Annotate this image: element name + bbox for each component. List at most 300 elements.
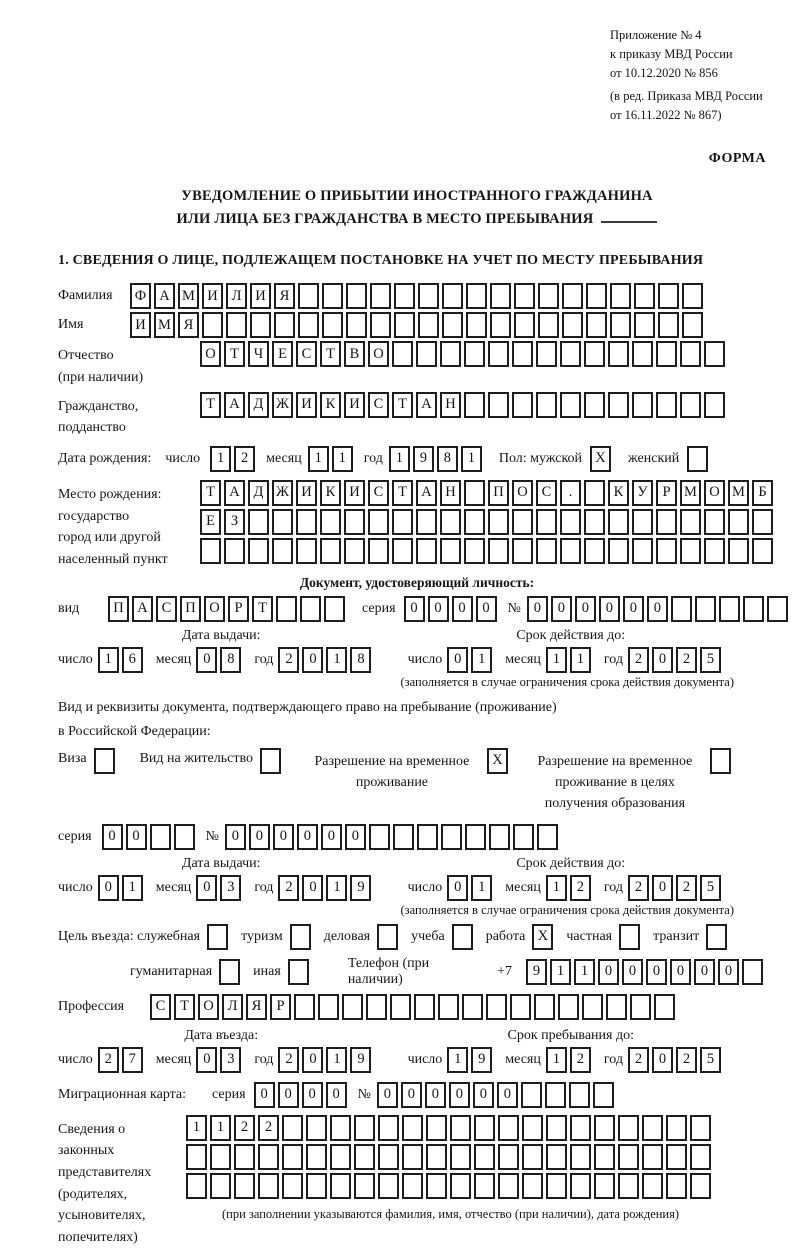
char-box[interactable]: 0 (302, 647, 323, 673)
char-box[interactable] (632, 341, 653, 367)
char-box[interactable]: Я (246, 994, 267, 1020)
char-box[interactable]: 8 (220, 647, 241, 673)
identity-issue-day-cells[interactable] (98, 647, 146, 673)
char-box[interactable]: 1 (546, 647, 567, 673)
char-box[interactable] (370, 283, 391, 309)
char-box[interactable] (392, 538, 413, 564)
char-box[interactable] (417, 824, 438, 850)
char-box[interactable] (186, 1144, 207, 1170)
char-box[interactable] (634, 283, 655, 309)
char-box[interactable] (318, 994, 339, 1020)
char-box[interactable] (378, 1115, 399, 1141)
char-box[interactable]: 0 (425, 1082, 446, 1108)
char-box[interactable] (390, 994, 411, 1020)
char-box[interactable] (618, 1173, 639, 1199)
residence-issue-day-cells[interactable] (98, 875, 146, 901)
char-box[interactable]: 0 (302, 875, 323, 901)
char-box[interactable]: 2 (676, 875, 697, 901)
char-box[interactable]: У (632, 480, 653, 506)
char-box[interactable] (619, 924, 640, 950)
char-box[interactable] (570, 1115, 591, 1141)
char-box[interactable]: 0 (404, 596, 425, 622)
char-box[interactable] (354, 1173, 375, 1199)
char-box[interactable] (570, 1173, 591, 1199)
char-box[interactable] (743, 596, 764, 622)
char-box[interactable]: А (154, 283, 175, 309)
char-box[interactable]: 0 (196, 1047, 217, 1073)
birthplace-row2-cells[interactable] (200, 509, 776, 535)
char-box[interactable]: О (368, 341, 389, 367)
char-box[interactable] (416, 341, 437, 367)
char-box[interactable] (562, 283, 583, 309)
char-box[interactable] (298, 283, 319, 309)
firstname-cells[interactable] (130, 312, 706, 338)
birthdate-month-cells[interactable] (308, 446, 356, 472)
char-box[interactable] (354, 1144, 375, 1170)
char-box[interactable]: 1 (461, 446, 482, 472)
char-box[interactable]: Б (752, 480, 773, 506)
representatives-row3-cells[interactable] (186, 1173, 714, 1199)
char-box[interactable]: Ж (272, 392, 293, 418)
char-box[interactable] (344, 509, 365, 535)
char-box[interactable] (593, 1082, 614, 1108)
char-box[interactable] (462, 994, 483, 1020)
char-box[interactable]: 9 (526, 959, 547, 985)
char-box[interactable]: С (296, 341, 317, 367)
char-box[interactable]: 0 (249, 824, 270, 850)
char-box[interactable] (562, 312, 583, 338)
purpose-official-checkbox[interactable] (207, 924, 231, 950)
char-box[interactable] (690, 1115, 711, 1141)
char-box[interactable] (680, 538, 701, 564)
char-box[interactable] (320, 538, 341, 564)
char-box[interactable] (322, 312, 343, 338)
char-box[interactable] (728, 538, 749, 564)
char-box[interactable]: Т (252, 596, 273, 622)
char-box[interactable] (632, 509, 653, 535)
char-box[interactable]: 1 (570, 647, 591, 673)
birthplace-row3-cells[interactable] (200, 538, 776, 564)
char-box[interactable]: Ф (130, 283, 151, 309)
char-box[interactable] (378, 1144, 399, 1170)
residence-number-cells[interactable] (225, 824, 561, 850)
char-box[interactable] (680, 341, 701, 367)
char-box[interactable]: А (224, 480, 245, 506)
char-box[interactable]: О (512, 480, 533, 506)
char-box[interactable] (416, 509, 437, 535)
char-box[interactable] (490, 312, 511, 338)
char-box[interactable]: П (108, 596, 129, 622)
char-box[interactable] (402, 1173, 423, 1199)
char-box[interactable]: Л (226, 283, 247, 309)
entry-month-cells[interactable] (196, 1047, 244, 1073)
purpose-transit-checkbox[interactable] (706, 924, 730, 950)
char-box[interactable] (464, 392, 485, 418)
char-box[interactable] (594, 1115, 615, 1141)
char-box[interactable] (618, 1115, 639, 1141)
char-box[interactable] (440, 538, 461, 564)
char-box[interactable]: А (416, 392, 437, 418)
char-box[interactable] (488, 509, 509, 535)
char-box[interactable] (248, 538, 269, 564)
char-box[interactable] (488, 538, 509, 564)
char-box[interactable]: 2 (98, 1047, 119, 1073)
char-box[interactable]: 0 (102, 824, 123, 850)
char-box[interactable]: X (590, 446, 611, 472)
char-box[interactable]: М (178, 283, 199, 309)
char-box[interactable]: 0 (476, 596, 497, 622)
char-box[interactable] (426, 1115, 447, 1141)
sex-male-checkbox[interactable] (590, 446, 614, 472)
char-box[interactable] (630, 994, 651, 1020)
char-box[interactable] (438, 994, 459, 1020)
char-box[interactable] (440, 341, 461, 367)
char-box[interactable]: И (344, 392, 365, 418)
char-box[interactable]: X (487, 748, 508, 774)
char-box[interactable] (742, 959, 763, 985)
char-box[interactable]: Н (440, 480, 461, 506)
char-box[interactable] (680, 392, 701, 418)
char-box[interactable] (632, 538, 653, 564)
char-box[interactable] (200, 538, 221, 564)
char-box[interactable] (558, 994, 579, 1020)
char-box[interactable]: 5 (700, 875, 721, 901)
char-box[interactable] (682, 312, 703, 338)
entry-year-cells[interactable] (278, 1047, 374, 1073)
char-box[interactable]: 0 (497, 1082, 518, 1108)
char-box[interactable]: Ч (248, 341, 269, 367)
stay-day-cells[interactable] (447, 1047, 495, 1073)
char-box[interactable] (584, 480, 605, 506)
char-box[interactable] (538, 283, 559, 309)
char-box[interactable]: К (320, 480, 341, 506)
char-box[interactable] (594, 1144, 615, 1170)
purpose-private-checkbox[interactable] (619, 924, 643, 950)
char-box[interactable]: 1 (308, 446, 329, 472)
char-box[interactable]: 0 (273, 824, 294, 850)
char-box[interactable] (426, 1173, 447, 1199)
char-box[interactable] (538, 312, 559, 338)
char-box[interactable] (654, 994, 675, 1020)
temp-residence-edu-option[interactable] (527, 751, 734, 814)
char-box[interactable] (671, 596, 692, 622)
char-box[interactable]: 8 (437, 446, 458, 472)
migration-number-cells[interactable] (377, 1082, 617, 1108)
char-box[interactable]: Д (248, 480, 269, 506)
doc-type-cells[interactable] (108, 596, 348, 622)
char-box[interactable] (488, 341, 509, 367)
char-box[interactable]: 0 (473, 1082, 494, 1108)
residence-permit-option[interactable] (140, 751, 284, 774)
char-box[interactable]: 0 (551, 596, 572, 622)
char-box[interactable] (234, 1173, 255, 1199)
char-box[interactable]: М (728, 480, 749, 506)
char-box[interactable]: Ж (272, 480, 293, 506)
char-box[interactable]: 1 (471, 647, 492, 673)
char-box[interactable] (682, 283, 703, 309)
char-box[interactable]: 2 (278, 647, 299, 673)
char-box[interactable]: 1 (471, 875, 492, 901)
temp-residence-option[interactable] (304, 751, 511, 793)
char-box[interactable]: 0 (326, 1082, 347, 1108)
char-box[interactable] (369, 824, 390, 850)
char-box[interactable] (690, 1173, 711, 1199)
char-box[interactable] (513, 824, 534, 850)
char-box[interactable]: 0 (647, 596, 668, 622)
char-box[interactable] (687, 446, 708, 472)
char-box[interactable] (690, 1144, 711, 1170)
char-box[interactable] (752, 509, 773, 535)
char-box[interactable]: 0 (302, 1082, 323, 1108)
char-box[interactable] (642, 1115, 663, 1141)
identity-issue-year-cells[interactable] (278, 647, 374, 673)
char-box[interactable] (642, 1144, 663, 1170)
char-box[interactable]: 0 (447, 875, 468, 901)
char-box[interactable] (512, 341, 533, 367)
char-box[interactable] (584, 341, 605, 367)
char-box[interactable] (521, 1082, 542, 1108)
char-box[interactable] (570, 1144, 591, 1170)
char-box[interactable]: С (368, 480, 389, 506)
char-box[interactable]: Р (228, 596, 249, 622)
char-box[interactable] (202, 312, 223, 338)
char-box[interactable]: О (200, 341, 221, 367)
char-box[interactable] (706, 924, 727, 950)
char-box[interactable]: 3 (220, 1047, 241, 1073)
char-box[interactable]: 9 (413, 446, 434, 472)
char-box[interactable]: 1 (186, 1115, 207, 1141)
char-box[interactable] (465, 824, 486, 850)
char-box[interactable] (276, 596, 297, 622)
char-box[interactable] (704, 341, 725, 367)
char-box[interactable]: 0 (598, 959, 619, 985)
char-box[interactable] (272, 509, 293, 535)
char-box[interactable] (608, 341, 629, 367)
residence-issue-year-cells[interactable] (278, 875, 374, 901)
char-box[interactable]: 2 (234, 1115, 255, 1141)
char-box[interactable] (752, 538, 773, 564)
char-box[interactable] (656, 341, 677, 367)
char-box[interactable] (560, 538, 581, 564)
char-box[interactable]: Р (656, 480, 677, 506)
char-box[interactable] (464, 341, 485, 367)
char-box[interactable] (322, 283, 343, 309)
char-box[interactable]: Т (392, 480, 413, 506)
char-box[interactable] (536, 392, 557, 418)
char-box[interactable]: Т (224, 341, 245, 367)
char-box[interactable] (441, 824, 462, 850)
char-box[interactable] (224, 538, 245, 564)
char-box[interactable]: 0 (401, 1082, 422, 1108)
char-box[interactable]: П (180, 596, 201, 622)
char-box[interactable]: 0 (126, 824, 147, 850)
char-box[interactable]: 1 (332, 446, 353, 472)
char-box[interactable]: 0 (377, 1082, 398, 1108)
char-box[interactable] (618, 1144, 639, 1170)
char-box[interactable] (704, 392, 725, 418)
char-box[interactable]: 0 (718, 959, 739, 985)
temp-residence-checkbox[interactable] (487, 748, 511, 774)
char-box[interactable]: А (132, 596, 153, 622)
char-box[interactable]: 0 (452, 596, 473, 622)
birthplace-row1-cells[interactable] (200, 480, 776, 506)
char-box[interactable] (250, 312, 271, 338)
char-box[interactable] (608, 538, 629, 564)
char-box[interactable] (632, 392, 653, 418)
char-box[interactable] (298, 312, 319, 338)
char-box[interactable]: Л (222, 994, 243, 1020)
char-box[interactable]: 0 (428, 596, 449, 622)
char-box[interactable]: 0 (670, 959, 691, 985)
char-box[interactable]: 2 (628, 647, 649, 673)
char-box[interactable]: 1 (326, 875, 347, 901)
char-box[interactable] (608, 509, 629, 535)
char-box[interactable] (486, 994, 507, 1020)
char-box[interactable] (536, 538, 557, 564)
char-box[interactable] (584, 509, 605, 535)
char-box[interactable] (346, 283, 367, 309)
char-box[interactable]: 0 (622, 959, 643, 985)
char-box[interactable]: 2 (570, 875, 591, 901)
char-box[interactable]: 2 (628, 1047, 649, 1073)
char-box[interactable]: 1 (447, 1047, 468, 1073)
birthdate-day-cells[interactable] (210, 446, 258, 472)
char-box[interactable] (695, 596, 716, 622)
char-box[interactable]: 7 (122, 1047, 143, 1073)
char-box[interactable] (536, 341, 557, 367)
temp-residence-edu-checkbox[interactable] (710, 748, 734, 774)
surname-cells[interactable] (130, 283, 706, 309)
char-box[interactable] (610, 312, 631, 338)
char-box[interactable]: 0 (575, 596, 596, 622)
char-box[interactable] (728, 509, 749, 535)
char-box[interactable] (582, 994, 603, 1020)
char-box[interactable]: 0 (449, 1082, 470, 1108)
char-box[interactable]: 2 (234, 446, 255, 472)
char-box[interactable] (514, 312, 535, 338)
char-box[interactable] (767, 596, 788, 622)
char-box[interactable] (569, 1082, 590, 1108)
char-box[interactable] (282, 1144, 303, 1170)
char-box[interactable] (300, 596, 321, 622)
char-box[interactable]: 0 (345, 824, 366, 850)
char-box[interactable]: 2 (278, 875, 299, 901)
char-box[interactable] (488, 392, 509, 418)
char-box[interactable] (586, 312, 607, 338)
char-box[interactable] (610, 283, 631, 309)
char-box[interactable] (258, 1173, 279, 1199)
char-box[interactable] (512, 538, 533, 564)
char-box[interactable] (418, 283, 439, 309)
char-box[interactable] (306, 1115, 327, 1141)
char-box[interactable] (368, 509, 389, 535)
char-box[interactable] (466, 283, 487, 309)
char-box[interactable] (282, 1173, 303, 1199)
residence-issue-month-cells[interactable] (196, 875, 244, 901)
char-box[interactable]: Т (320, 341, 341, 367)
char-box[interactable]: В (344, 341, 365, 367)
stay-month-cells[interactable] (546, 1047, 594, 1073)
char-box[interactable]: 1 (546, 1047, 567, 1073)
char-box[interactable]: С (150, 994, 171, 1020)
entry-day-cells[interactable] (98, 1047, 146, 1073)
char-box[interactable] (306, 1173, 327, 1199)
char-box[interactable] (366, 994, 387, 1020)
char-box[interactable]: 0 (694, 959, 715, 985)
char-box[interactable]: 1 (210, 446, 231, 472)
char-box[interactable] (210, 1144, 231, 1170)
char-box[interactable] (450, 1173, 471, 1199)
char-box[interactable] (450, 1144, 471, 1170)
char-box[interactable] (498, 1173, 519, 1199)
purpose-tourism-checkbox[interactable] (290, 924, 314, 950)
char-box[interactable] (290, 924, 311, 950)
char-box[interactable] (226, 312, 247, 338)
char-box[interactable] (710, 748, 731, 774)
char-box[interactable] (656, 538, 677, 564)
char-box[interactable] (377, 924, 398, 950)
char-box[interactable] (658, 312, 679, 338)
doc-number-cells[interactable] (527, 596, 791, 622)
char-box[interactable] (393, 824, 414, 850)
char-box[interactable]: 1 (389, 446, 410, 472)
visa-option[interactable] (58, 751, 118, 774)
char-box[interactable]: И (130, 312, 151, 338)
char-box[interactable] (260, 748, 281, 774)
char-box[interactable]: 1 (98, 647, 119, 673)
residence-valid-day-cells[interactable] (447, 875, 495, 901)
char-box[interactable]: 2 (628, 875, 649, 901)
char-box[interactable]: 1 (210, 1115, 231, 1141)
char-box[interactable] (666, 1115, 687, 1141)
char-box[interactable] (464, 480, 485, 506)
char-box[interactable] (296, 538, 317, 564)
char-box[interactable]: И (202, 283, 223, 309)
char-box[interactable]: 0 (646, 959, 667, 985)
char-box[interactable] (346, 312, 367, 338)
char-box[interactable] (402, 1144, 423, 1170)
char-box[interactable] (306, 1144, 327, 1170)
char-box[interactable] (442, 283, 463, 309)
char-box[interactable] (186, 1173, 207, 1199)
purpose-humanitarian-checkbox[interactable] (219, 959, 243, 985)
char-box[interactable] (560, 392, 581, 418)
char-box[interactable] (534, 994, 555, 1020)
char-box[interactable] (656, 392, 677, 418)
char-box[interactable] (546, 1144, 567, 1170)
purpose-business-checkbox[interactable] (377, 924, 401, 950)
char-box[interactable]: 3 (220, 875, 241, 901)
char-box[interactable]: 1 (122, 875, 143, 901)
char-box[interactable] (450, 1115, 471, 1141)
char-box[interactable] (512, 509, 533, 535)
char-box[interactable]: 2 (570, 1047, 591, 1073)
char-box[interactable]: С (156, 596, 177, 622)
char-box[interactable] (666, 1144, 687, 1170)
char-box[interactable]: И (296, 392, 317, 418)
char-box[interactable]: 2 (676, 647, 697, 673)
char-box[interactable] (440, 509, 461, 535)
char-box[interactable]: Е (272, 341, 293, 367)
char-box[interactable]: С (368, 392, 389, 418)
char-box[interactable]: 0 (599, 596, 620, 622)
char-box[interactable]: 0 (196, 647, 217, 673)
char-box[interactable]: 0 (652, 875, 673, 901)
char-box[interactable] (512, 392, 533, 418)
char-box[interactable]: 0 (98, 875, 119, 901)
char-box[interactable] (402, 1115, 423, 1141)
char-box[interactable] (546, 1115, 567, 1141)
